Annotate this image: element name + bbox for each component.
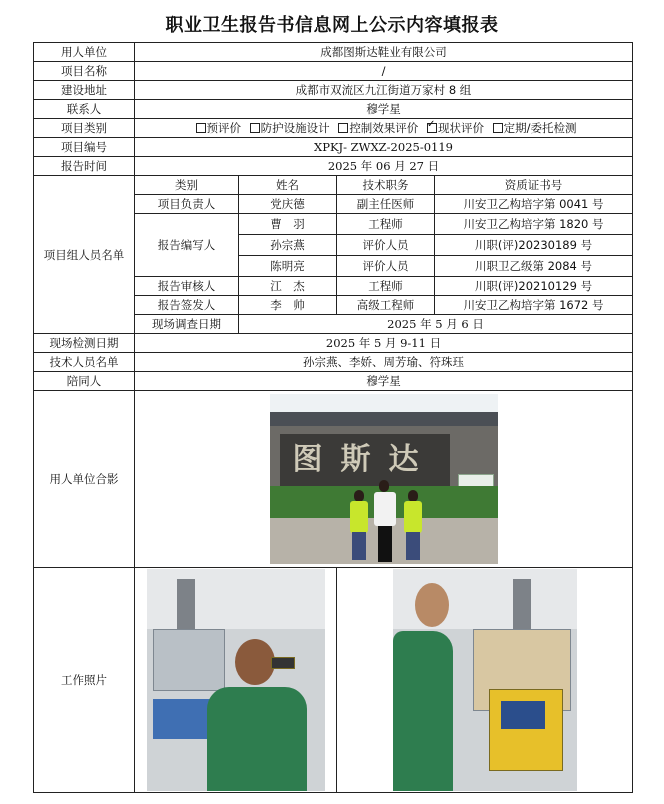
- category-options: [135, 119, 633, 138]
- team-name: 孙宗燕: [239, 235, 337, 256]
- checkbox-icon: [196, 123, 206, 133]
- team-header-row: [34, 176, 633, 195]
- employer-label: 用人单位: [34, 43, 135, 62]
- page-header-strip: [0, 0, 664, 8]
- escort-value: 穆学星: [135, 372, 633, 391]
- site-survey-label: 现场调查日期: [135, 315, 239, 334]
- row-report-date: [34, 157, 633, 176]
- team-header-category: 类别: [135, 176, 239, 195]
- row-address: [34, 81, 633, 100]
- row-category: [34, 119, 633, 138]
- team-cert: 川安卫乙构培字第 1820 号: [435, 214, 633, 235]
- work-photo-cell: [135, 568, 337, 793]
- team-role: 报告编写人: [135, 214, 239, 277]
- category-option: 预评价: [191, 121, 242, 135]
- row-group-photo: [34, 391, 633, 568]
- address-label: 建设地址: [34, 81, 135, 100]
- team-name: 陈明亮: [239, 256, 337, 277]
- row-employer: [34, 43, 633, 62]
- team-header-title: 技术职务: [337, 176, 435, 195]
- company-sign: 图斯达: [280, 434, 450, 486]
- group-photo-label: 用人单位合影: [34, 391, 135, 568]
- team-name: 李 帅: [239, 296, 337, 315]
- escort-label: 陪同人: [34, 372, 135, 391]
- category-option: 防护设施设计: [245, 121, 330, 135]
- category-option: 定期/委托检测: [488, 121, 577, 135]
- checkbox-icon: [338, 123, 348, 133]
- document-title: 职业卫生报告书信息网上公示内容填报表: [165, 15, 499, 36]
- site-survey-value: 2025 年 5 月 6 日: [239, 315, 633, 334]
- team-cert: 川安卫乙构培字第 0041 号: [435, 195, 633, 214]
- contact-value: 穆学星: [135, 100, 633, 119]
- checkbox-icon: [250, 123, 260, 133]
- row-site-test: [34, 334, 633, 353]
- team-role: 报告审核人: [135, 277, 239, 296]
- disclosure-form-table: [33, 42, 633, 793]
- contact-label: 联系人: [34, 100, 135, 119]
- row-project-no: [34, 138, 633, 157]
- report-date-value: 2025 年 06 月 27 日: [135, 157, 633, 176]
- group-photo-cell: [135, 391, 633, 568]
- project-no-label: 项目编号: [34, 138, 135, 157]
- team-name: 江 杰: [239, 277, 337, 296]
- team-header-cert: 资质证书号: [435, 176, 633, 195]
- employer-value: 成都图斯达鞋业有限公司: [135, 43, 633, 62]
- work-photo-cell: [337, 568, 633, 793]
- team-label: 项目组人员名单: [34, 176, 135, 334]
- group-photo: [270, 394, 498, 564]
- team-name: 党庆德: [239, 195, 337, 214]
- team-title: 工程师: [337, 277, 435, 296]
- work-photo-label: 工作照片: [34, 568, 135, 793]
- row-tech-staff: [34, 353, 633, 372]
- team-title: 评价人员: [337, 235, 435, 256]
- category-label: 项目类别: [34, 119, 135, 138]
- project-no-value: XPKJ- ZWXZ-2025-0119: [135, 138, 633, 157]
- team-title: 评价人员: [337, 256, 435, 277]
- work-photo-left: [147, 569, 325, 791]
- team-role: 报告签发人: [135, 296, 239, 315]
- team-cert: 川职卫乙级第 2084 号: [435, 256, 633, 277]
- checked-checkbox-icon: [427, 123, 437, 133]
- team-cert: 川职(评)20230189 号: [435, 235, 633, 256]
- report-date-label: 报告时间: [34, 157, 135, 176]
- team-name: 曹 羽: [239, 214, 337, 235]
- team-cert: 川安卫乙构培字第 1672 号: [435, 296, 633, 315]
- team-header-name: 姓名: [239, 176, 337, 195]
- address-value: 成都市双流区九江街道万家村 8 组: [135, 81, 633, 100]
- row-work-photo: [34, 568, 633, 793]
- category-option: ✓ 现状评价: [422, 121, 484, 135]
- row-project-name: [34, 62, 633, 81]
- team-cert: 川职(评)20210129 号: [435, 277, 633, 296]
- row-contact: [34, 100, 633, 119]
- team-title: 工程师: [337, 214, 435, 235]
- category-option: 控制效果评价: [333, 121, 418, 135]
- work-photo-right: [393, 569, 577, 791]
- project-name-value: /: [135, 62, 633, 81]
- row-escort: [34, 372, 633, 391]
- tech-staff-value: 孙宗燕、李娇、周芳瑜、符珠珏: [135, 353, 633, 372]
- project-name-label: 项目名称: [34, 62, 135, 81]
- site-test-value: 2025 年 5 月 9-11 日: [135, 334, 633, 353]
- checkbox-icon: [493, 123, 503, 133]
- team-title: 高级工程师: [337, 296, 435, 315]
- team-role: 项目负责人: [135, 195, 239, 214]
- team-title: 副主任医师: [337, 195, 435, 214]
- site-test-label: 现场检测日期: [34, 334, 135, 353]
- tech-staff-label: 技术人员名单: [34, 353, 135, 372]
